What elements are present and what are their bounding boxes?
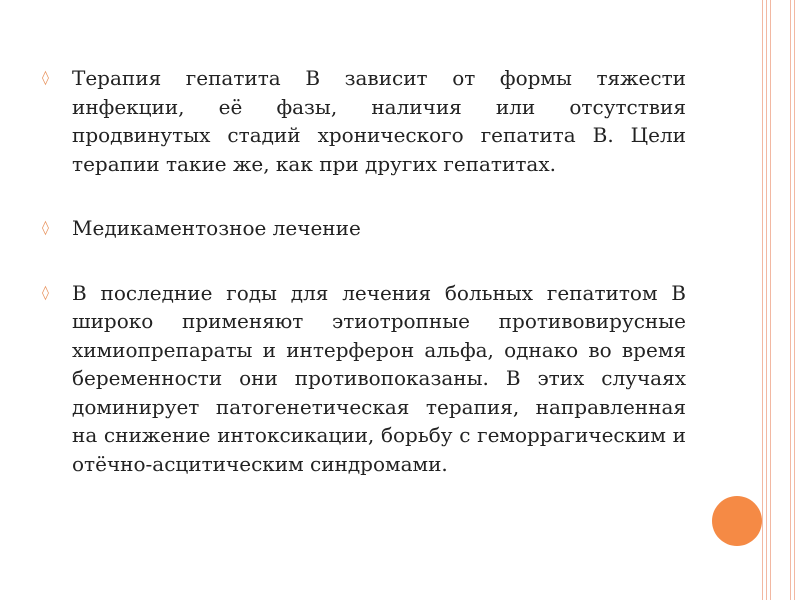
bullet-item-therapy	[42, 64, 686, 178]
frame-line	[770, 0, 771, 600]
bullet-text: Терапия гепатита В зависит от формы тяжести инфекции, её фазы, наличия или отсутствия продвинутых стадий хронического гепатита В. Цели терапии такие же, как при других гепатитах.	[72, 66, 686, 176]
slide-content	[42, 64, 686, 478]
frame-line	[766, 0, 767, 600]
bullet-text: В последние годы для лечения больных гепатитом В широко применяют этиотропные противовирусные химиопрепараты и интерферон альфа, однако во время беременности они противопоказаны. В этих случаях доминирует патогенетическая терапия, направленная на снижение интоксикации, борьбу с геморрагическим и отёчно-асцитическим синдромами.	[72, 280, 686, 476]
bullet-item-recent-years	[42, 279, 686, 479]
accent-circle	[712, 496, 762, 546]
diamond-outline-icon: ◊	[42, 70, 49, 86]
diamond-outline-icon: ◊	[42, 220, 49, 236]
frame-line	[794, 0, 795, 600]
diamond-outline-icon: ◊	[42, 284, 49, 301]
bullet-text: Медикаментозное лечение	[72, 216, 361, 240]
frame-line	[790, 0, 791, 600]
bullet-item-medication	[42, 214, 686, 243]
frame-line	[762, 0, 763, 600]
